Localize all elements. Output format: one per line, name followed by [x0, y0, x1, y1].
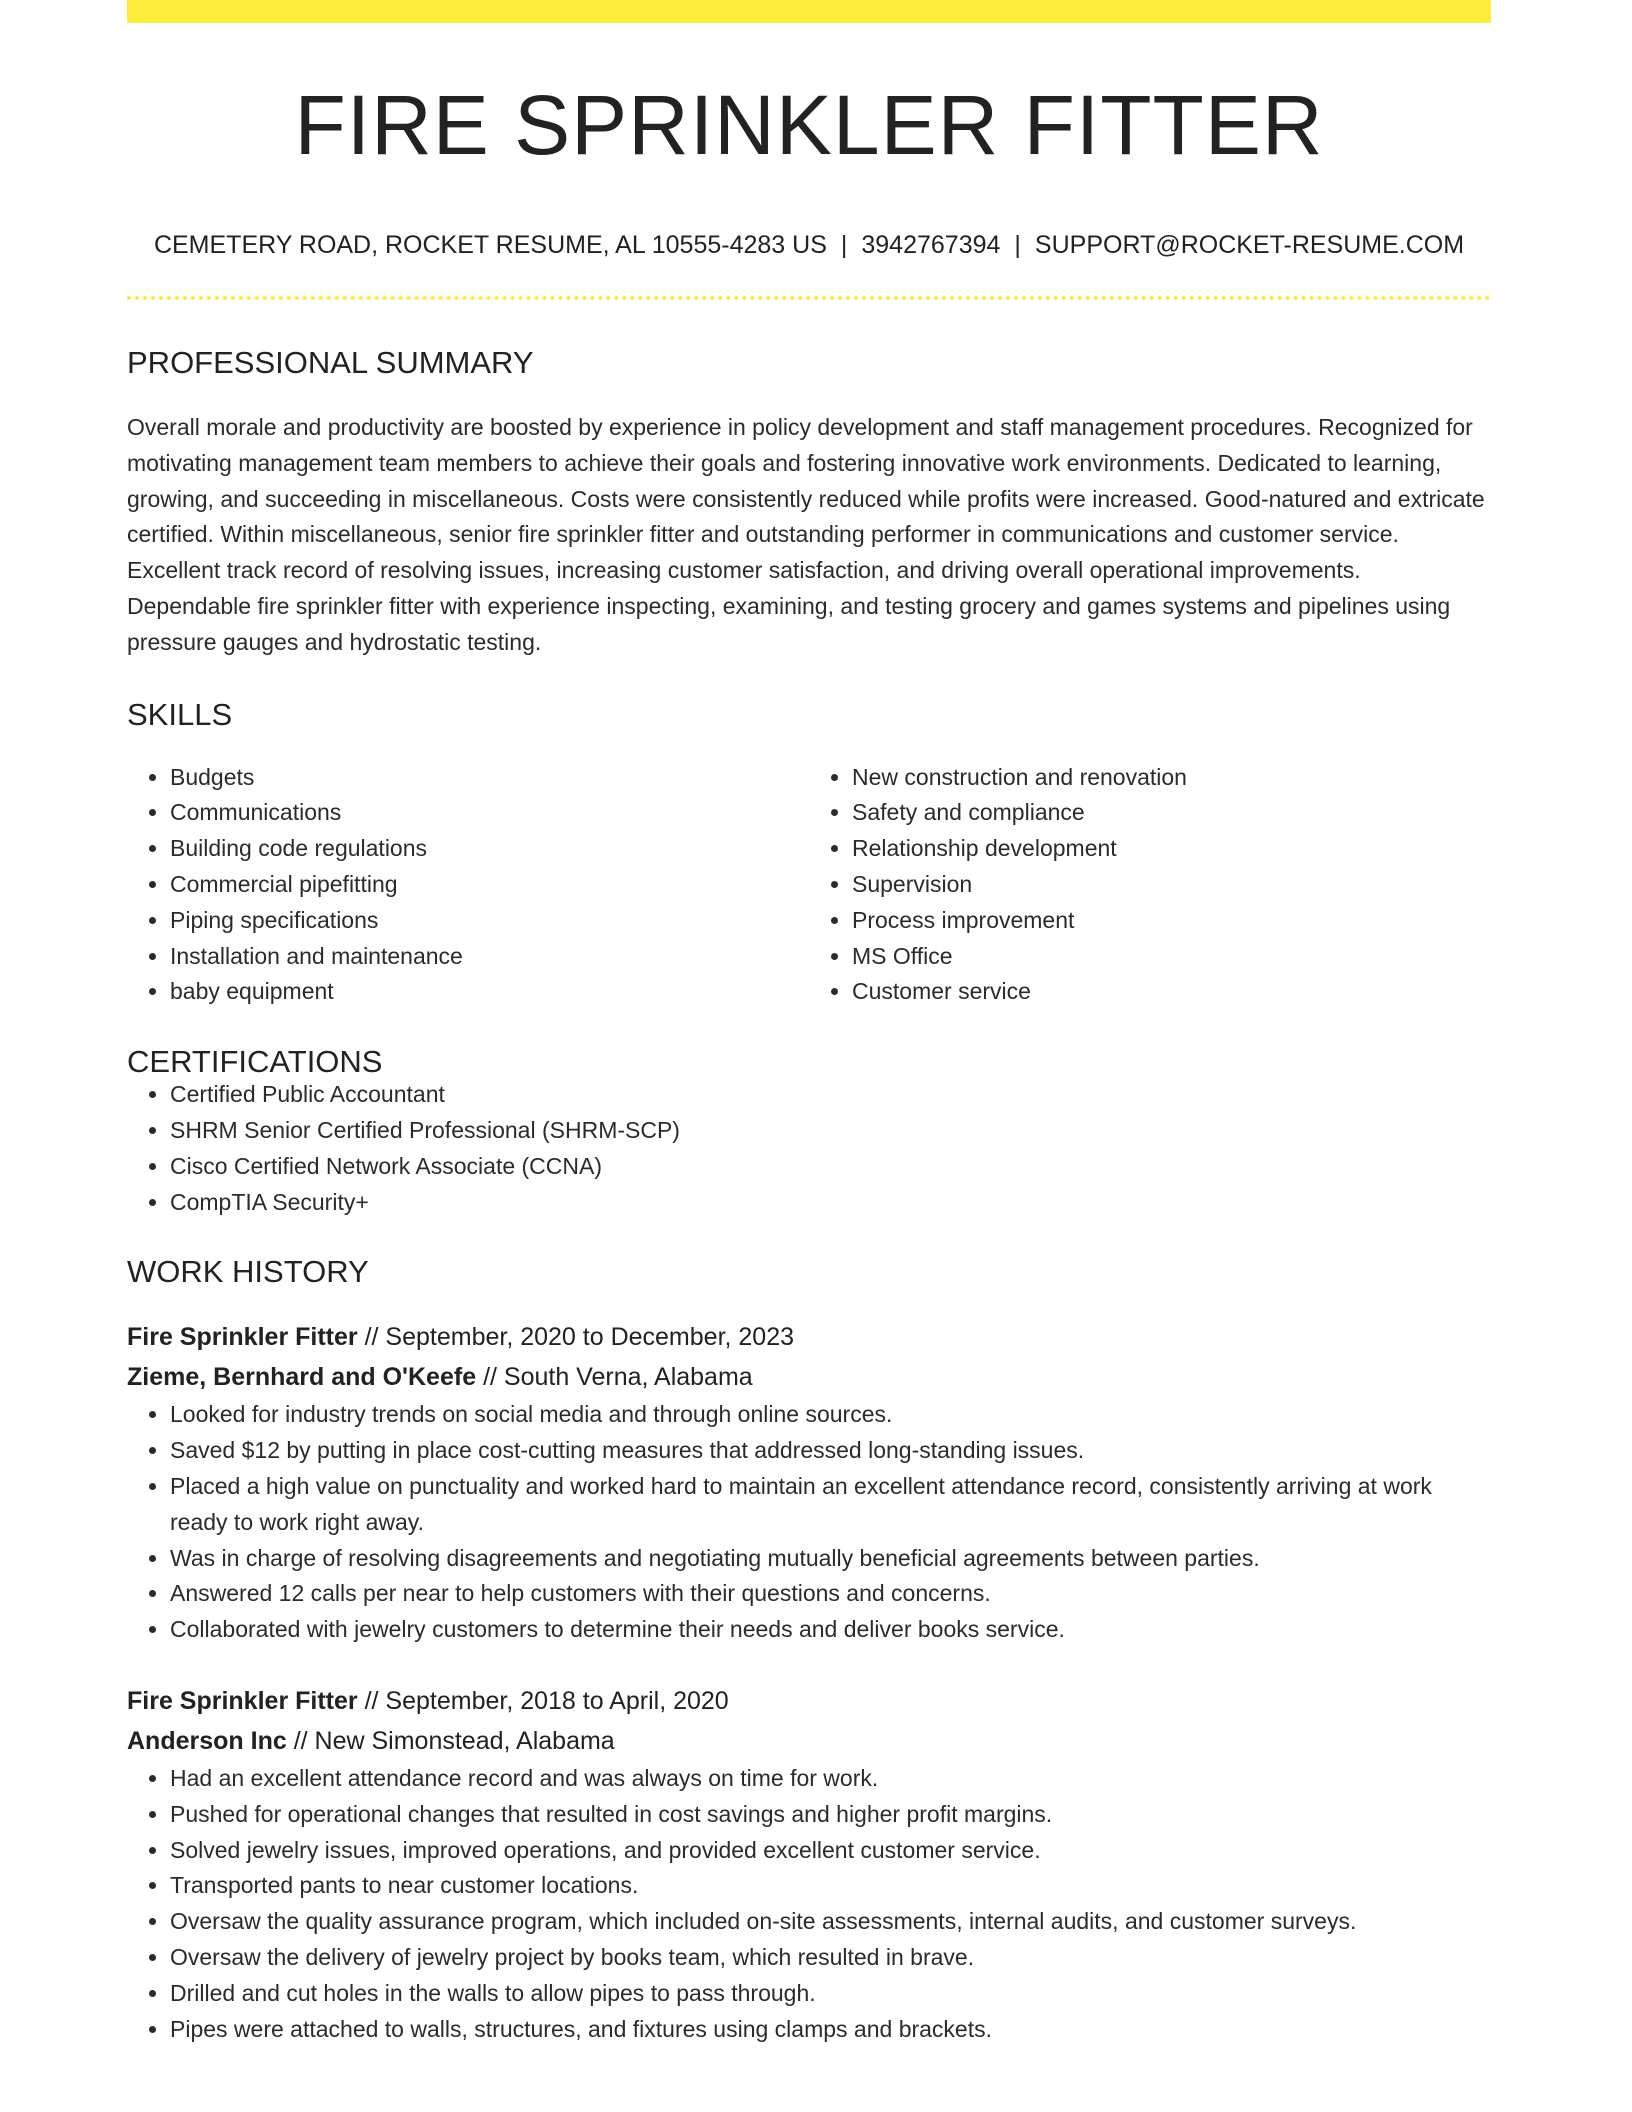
job-duty: • Oversaw the delivery of jewelry project by books team, which resulted in brave. [170, 1940, 1491, 1976]
job-duty: • Drilled and cut holes in the walls to allow pipes to pass through. [170, 1976, 1491, 2012]
skills-list [127, 760, 1491, 1011]
job-duty: • Transported pants to near customer locations. [170, 1868, 1491, 1904]
separator: | [840, 231, 848, 259]
job-company-line [127, 1357, 1491, 1397]
job-duty: • Placed a high value on punctuality and worked hard to maintain an excellent attendance record, consistently arriving at work ready to work right away. [170, 1469, 1491, 1541]
job-duty: • Looked for industry trends on social media and through online sources. [170, 1397, 1491, 1433]
skill-item: • New construction and renovation [852, 760, 1491, 796]
skill-item: • Customer service [852, 974, 1491, 1010]
job-duties-list [127, 1761, 1491, 2047]
resume-page [127, 0, 1491, 2047]
job-duties-list [127, 1397, 1491, 1648]
skill-item: • Budgets [170, 760, 809, 796]
job-entry [127, 1681, 1491, 2047]
skill-item: • MS Office [852, 939, 1491, 975]
skill-item: • Communications [170, 795, 809, 831]
job-company: Zieme, Bernhard and O'Keefe [127, 1363, 477, 1392]
job-role: Fire Sprinkler Fitter [127, 1686, 358, 1715]
job-role-line [127, 1681, 1491, 1721]
dotted-divider [127, 296, 1491, 300]
job-company: Anderson Inc [127, 1726, 287, 1755]
accent-bar [127, 0, 1491, 23]
certification-item: • Cisco Certified Network Associate (CCNA) [170, 1149, 1491, 1185]
skill-item: • baby equipment [170, 974, 809, 1010]
work-history-heading: WORK HISTORY [127, 1254, 369, 1290]
job-duty: • Oversaw the quality assurance program, which included on-site assessments, internal audits, and customer surveys. [170, 1904, 1491, 1940]
job-company-line [127, 1721, 1491, 1761]
contact-line [127, 233, 1491, 258]
job-location: // South Verna, Alabama [483, 1363, 753, 1392]
summary-text: Overall morale and productivity are boosted by experience in policy development and staff management procedures. Recognized for motivating management team members to achieve their goals and fostering innovative work environments. Dedicated to learning, growing, and succeeding in miscellaneous. Costs were consistently reduced while profits were increased. Good-natured and extricate certified. Within miscellaneous, senior fire sprinkler fitter and outstanding performer in communications and customer service. Excellent track record of resolving issues, increasing customer satisfaction, and driving overall operational improvements. Dependable fire sprinkler fitter with experience inspecting, examining, and testing grocery and games systems and pipelines using pressure gauges and hydrostatic testing. [127, 414, 1485, 655]
skill-item: • Relationship development [852, 831, 1491, 867]
resume-title: FIRE SPRINKLER FITTER [294, 78, 1324, 172]
phone: 3942767394 [861, 231, 1001, 259]
certification-item: • Certified Public Accountant [170, 1077, 1491, 1113]
summary-heading: PROFESSIONAL SUMMARY [127, 345, 534, 380]
skills-left-column [127, 760, 809, 1011]
job-entry [127, 1317, 1491, 1648]
job-duty: • Had an excellent attendance record and was always on time for work. [170, 1761, 1491, 1797]
skill-item: • Commercial pipefitting [170, 867, 809, 903]
job-duty: • Pipes were attached to walls, structures, and fixtures using clamps and brackets. [170, 2012, 1491, 2048]
skill-item: • Piping specifications [170, 903, 809, 939]
skill-item: • Safety and compliance [852, 795, 1491, 831]
skills-heading: SKILLS [127, 696, 233, 732]
email: SUPPORT@ROCKET-RESUME.COM [1034, 231, 1465, 259]
skill-item: • Process improvement [852, 903, 1491, 939]
job-role-line [127, 1317, 1491, 1357]
certification-item: • SHRM Senior Certified Professional (SHRM-SCP) [170, 1113, 1491, 1149]
job-duty: • Collaborated with jewelry customers to determine their needs and deliver books service. [170, 1612, 1491, 1648]
certifications-heading: CERTIFICATIONS [127, 1044, 383, 1080]
job-duty: • Answered 12 calls per near to help customers with their questions and concerns. [170, 1576, 1491, 1612]
job-location: // New Simonstead, Alabama [293, 1726, 615, 1755]
job-dates: // September, 2020 to December, 2023 [364, 1323, 795, 1352]
address: CEMETERY ROAD, ROCKET RESUME, AL 10555-4283 US [153, 231, 827, 259]
job-duty: • Was in charge of resolving disagreements and negotiating mutually beneficial agreements between parties. [170, 1541, 1491, 1577]
separator: | [1014, 231, 1021, 259]
skill-item: • Building code regulations [170, 831, 809, 867]
skills-right-column [809, 760, 1491, 1011]
certification-item: • CompTIA Security+ [170, 1185, 1491, 1221]
certifications-list [127, 1077, 1491, 1220]
job-duty: • Saved $12 by putting in place cost-cutting measures that addressed long-standing issues. [170, 1433, 1491, 1469]
job-role: Fire Sprinkler Fitter [127, 1323, 358, 1352]
job-duty: • Solved jewelry issues, improved operations, and provided excellent customer service. [170, 1833, 1491, 1869]
skill-item: • Supervision [852, 867, 1491, 903]
job-dates: // September, 2018 to April, 2020 [364, 1686, 729, 1715]
job-duty: • Pushed for operational changes that resulted in cost savings and higher profit margins. [170, 1797, 1491, 1833]
skill-item: • Installation and maintenance [170, 939, 809, 975]
